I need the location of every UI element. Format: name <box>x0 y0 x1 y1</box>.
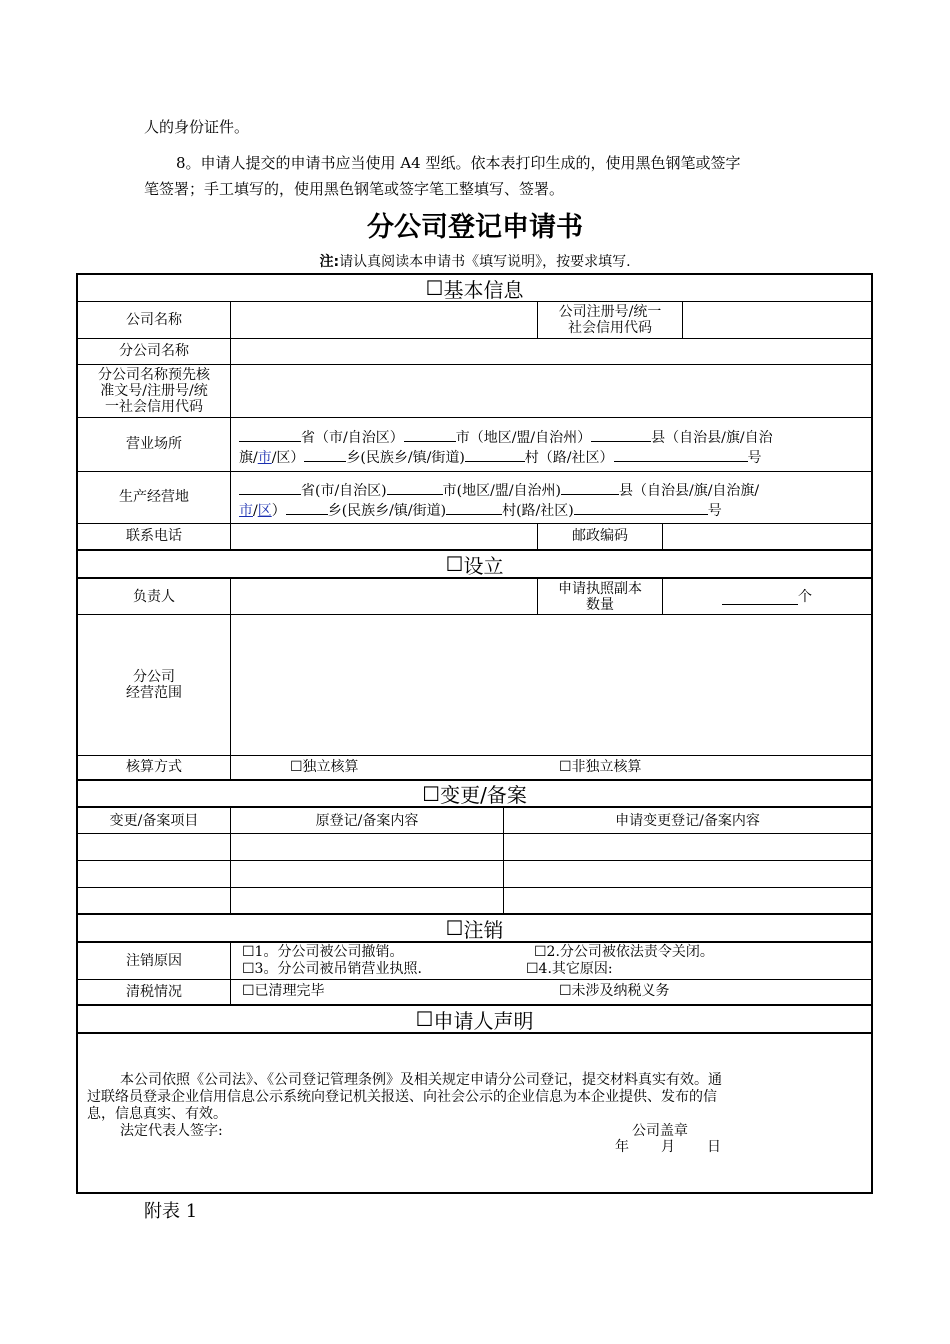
business-place-address[interactable] <box>239 427 869 467</box>
checkbox-icon: ☐ <box>425 276 444 300</box>
section-title: 设立 <box>463 553 504 578</box>
col-new-content: 申请变更登记/备案内容 <box>615 812 760 829</box>
form-note <box>0 251 950 271</box>
form-title: 分公司登记申请书 <box>367 212 583 243</box>
section-cancellation[interactable] <box>78 915 871 941</box>
label-line: 经营范围 <box>126 684 182 701</box>
signature-date[interactable] <box>615 1139 721 1156</box>
label-business-place: 营业场所 <box>126 436 182 452</box>
addr-part: 号 <box>707 503 722 519</box>
section-title: 注销 <box>463 917 504 942</box>
label-line: 数量 <box>586 596 614 613</box>
branch-name-field[interactable] <box>231 338 871 364</box>
col-original-content: 原登记/备案内容 <box>315 812 419 829</box>
appendix-label: 附表 1 <box>144 1201 198 1222</box>
addr-part: / <box>253 503 258 519</box>
label-line: 申请执照副本 <box>558 580 642 597</box>
section-basic-info[interactable] <box>78 275 871 301</box>
date-month: 月 <box>661 1139 675 1155</box>
intro-line-2: 8。申请人提交的申请书应当使用 A4 型纸。依本表打印生成的，使用黑色钢笔或签字 <box>176 154 741 172</box>
addr-part: 省(市/自治区) <box>301 483 387 499</box>
label-line: 公司注册号/统一 <box>558 303 662 320</box>
label-line: 准文号/注册号/统 <box>100 382 208 399</box>
section-title: 基本信息 <box>443 277 524 302</box>
checkbox-icon: ☐ <box>445 552 464 576</box>
addr-district-link[interactable]: 区 <box>257 503 272 519</box>
addr-part: 乡(民族乡/镇/街道) <box>327 503 447 519</box>
label-line: 分公司名称预先核 <box>98 366 210 383</box>
postcode-field[interactable] <box>663 523 871 549</box>
label-cancel-reason: 注销原因 <box>126 953 182 969</box>
checkbox-icon: ☐ <box>445 916 464 940</box>
addr-part: ） <box>271 503 286 519</box>
label-line: 分公司 <box>133 668 175 685</box>
addr-part: /区） <box>271 450 305 466</box>
cancel-option-3[interactable]: ☐3。分公司被吊销营业执照. <box>242 961 422 977</box>
business-scope-field[interactable] <box>231 614 871 755</box>
application-form <box>76 273 873 1194</box>
addr-city-link[interactable]: 市 <box>239 503 253 519</box>
cancel-option-4[interactable]: ☐4.其它原因: <box>526 961 613 977</box>
col-change-item: 变更/备案项目 <box>109 812 199 829</box>
addr-part: 市（地区/盟/自治州） <box>455 430 592 446</box>
section-title: 申请人声明 <box>433 1008 534 1033</box>
intro-line-3: 笔签署；手工填写的，使用黑色钢笔或签字笔工整填写、签署。 <box>144 180 565 198</box>
label-tax-clearance: 清税情况 <box>126 983 182 1000</box>
label-phone: 联系电话 <box>126 528 182 544</box>
phone-field[interactable] <box>231 523 537 549</box>
addr-city-link[interactable]: 市 <box>257 450 272 466</box>
addr-part: 市(地区/盟/自治州) <box>442 483 561 499</box>
addr-part: 村(路/社区) <box>502 503 574 519</box>
declaration-text-2: 过联络员登录企业信用信息公示系统向登记机关报送、向社会公示的企业信息为本企业提供、发布的信 <box>87 1089 717 1105</box>
section-setup[interactable] <box>78 551 871 577</box>
cancel-option-2[interactable]: ☐2.分公司被依法责令关闭。 <box>534 944 714 960</box>
table-row[interactable] <box>78 887 871 888</box>
addr-part: 县（自治县/旗/自治 <box>651 430 773 446</box>
section-change-filing[interactable] <box>78 781 871 806</box>
person-in-charge-field[interactable] <box>231 579 537 614</box>
pre-approval-number-field[interactable] <box>231 364 871 417</box>
cancel-option-1[interactable]: ☐1。分公司被公司撤销。 <box>242 944 404 960</box>
legal-representative-signature[interactable]: 法定代表人签字: <box>120 1123 223 1139</box>
addr-part: 乡(民族乡/镇/街道) <box>346 450 465 466</box>
unit-label: 个 <box>798 588 812 605</box>
license-copies-field[interactable] <box>663 579 871 614</box>
label-business-scope <box>78 614 230 755</box>
section-declaration[interactable] <box>78 1006 871 1032</box>
date-day: 日 <box>707 1139 721 1155</box>
label-registration-number <box>538 301 682 338</box>
tax-not-applicable-checkbox[interactable]: ☐未涉及纳税义务 <box>559 983 670 999</box>
registration-number-field[interactable] <box>683 301 871 338</box>
label-accounting-method: 核算方式 <box>126 759 182 775</box>
company-seal[interactable]: 公司盖章 <box>632 1123 688 1139</box>
checkbox-icon: ☐ <box>415 1007 434 1031</box>
label-line: 社会信用代码 <box>568 319 652 336</box>
note-label: 注: <box>319 254 340 270</box>
label-pre-approval-number <box>78 364 230 417</box>
tax-cleared-checkbox[interactable]: ☐已清理完毕 <box>242 983 325 999</box>
label-line: 一社会信用代码 <box>105 398 203 415</box>
checkbox-icon: ☐ <box>422 781 441 806</box>
table-row[interactable] <box>78 860 871 861</box>
addr-part: 号 <box>747 450 762 466</box>
addr-part: 县（自治县/旗/自治旗/ <box>619 483 760 499</box>
declaration-text-1: 本公司依照《公司法》、《公司登记管理条例》及相关规定申请分公司登记，提交材料真实有效。通 <box>120 1072 722 1088</box>
addr-part: 省（市/自治区） <box>301 430 404 446</box>
label-person-in-charge: 负责人 <box>133 588 175 605</box>
label-production-place: 生产经营地 <box>119 489 189 505</box>
company-name-field[interactable] <box>231 301 537 338</box>
addr-part: 旗/ <box>239 450 258 466</box>
label-company-name: 公司名称 <box>126 311 182 328</box>
non-independent-accounting-checkbox[interactable]: ☐非独立核算 <box>559 759 642 775</box>
addr-part: 村（路/社区） <box>524 450 614 466</box>
production-place-address[interactable] <box>239 480 869 520</box>
note-text: 请认真阅读本申请书《填写说明》，按要求填写. <box>339 254 631 270</box>
declaration-text-3: 息，信息真实、有效。 <box>87 1106 227 1122</box>
intro-line-1: 人的身份证件。 <box>144 118 250 136</box>
independent-accounting-checkbox[interactable]: ☐独立核算 <box>290 759 359 775</box>
section-title: 变更/备案 <box>440 783 527 807</box>
date-year: 年 <box>615 1139 629 1155</box>
label-license-copies <box>538 579 662 614</box>
label-branch-name: 分公司名称 <box>119 343 189 359</box>
label-postcode: 邮政编码 <box>572 528 628 544</box>
